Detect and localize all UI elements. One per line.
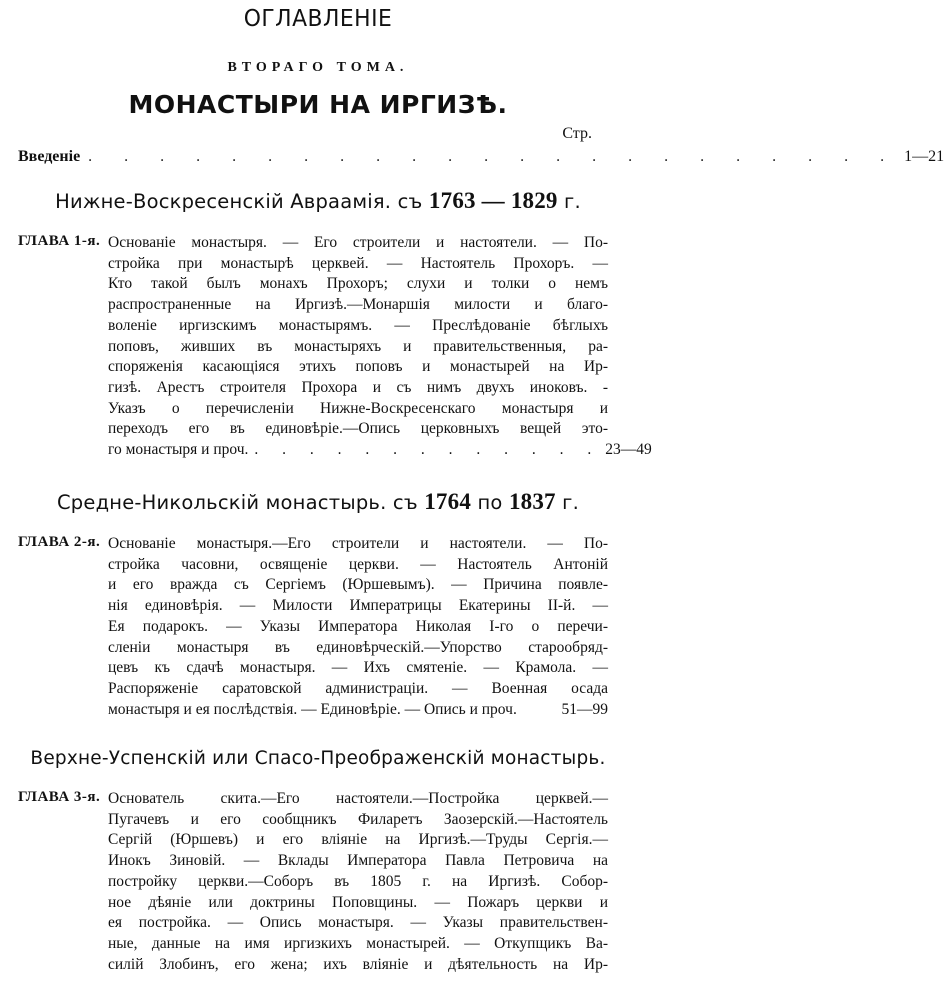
volume-title: МОНАСТЫРИ НА ИРГИЗѢ. (128, 90, 508, 119)
section-years-suffix: г. (562, 491, 580, 514)
summary-line: стройка часовни, освященіе церкви. — Настоятель Антоній (108, 555, 608, 573)
chapter-label: ГЛАВА 1-я. (18, 233, 101, 249)
chapter-summary (108, 789, 608, 975)
chapter-summary (108, 233, 652, 461)
page-column-label: Стр. (562, 125, 592, 142)
chapter-summary (108, 534, 608, 720)
leader-dots: . . . . . . . . . . . . . (254, 441, 602, 459)
summary-line: Указъ о перечисленіи Нижне-Воскресенскаго монастыря и (108, 399, 608, 417)
page-title: ОГЛАВЛЕНІЕ (243, 6, 393, 32)
summary-line: Ея подарокъ. — Указы Императора Николая I-го о перечи- (108, 617, 608, 635)
section-years-prefix: съ (392, 491, 418, 514)
summary-last-line (108, 700, 608, 721)
summary-line: Сергій (Юршевъ) и его вліяніе на Иргизѣ.—Труды Сергія.— (108, 831, 608, 849)
section-heading (0, 489, 636, 515)
chapter-label: ГЛАВА 3-я. (18, 789, 101, 805)
summary-line: Инокъ Зиновій. — Вклады Императора Павла Петровича на (108, 852, 608, 870)
volume-subtitle: ВТОРАГО ТОМА. (227, 60, 409, 75)
summary-line: гизѣ. Арестъ строителя Прохора и съ нимъ двухъ иноковъ. - (108, 378, 608, 396)
summary-line: го монастыря и проч. (108, 441, 249, 459)
summary-line: Пугачевъ и его сообщникъ Филаретъ Заозерскій.—Настоятель (108, 810, 608, 828)
toc-entry-introduction[interactable] (18, 148, 944, 172)
section-heading (0, 748, 636, 769)
section-years-prefix: съ (397, 190, 423, 213)
summary-line: поповъ, живших въ монастыряхъ и правительственныя, ра- (108, 337, 608, 355)
section-heading (0, 188, 636, 214)
summary-line: стройка при монастырѣ церквей. — Настоятель Прохоръ. — (108, 254, 608, 272)
summary-line: распространенные на Иргизѣ.—Монаршія милости и благо- (108, 296, 608, 314)
section-years-suffix: г. (564, 190, 581, 213)
summary-line: ные, данные на имя иргизкихъ монастырей. — Откупщикъ Ва- (108, 934, 608, 952)
summary-line: ея постройка. — Опись монастыря. — Указы правительствен- (108, 914, 608, 932)
section-years: 1763 — 1829 (428, 188, 558, 213)
section-title: Средне-Никольскій монастырь. (56, 491, 387, 514)
summary-line: и его вражда съ Сергіемъ (Юршевымъ). — Причина появле- (108, 576, 608, 594)
section-year-start: 1764 (424, 489, 472, 514)
summary-line: Основатель скита.—Его настоятели.—Постройка церквей.— (108, 790, 608, 807)
page-range: 23—49 (605, 441, 652, 459)
summary-line: монастыря и ея послѣдствія. — Единовѣріе. — Опись и проч. (108, 700, 517, 718)
summary-line: Основаніе монастыря. — Его строители и настоятели. — По- (108, 234, 608, 251)
summary-line: нія единовѣрія. — Милости Императрицы Екатерины II-й. — (108, 597, 608, 615)
summary-line: Кто такой былъ монахъ Прохоръ; слухи и толки о немъ (108, 275, 608, 293)
summary-line: споряженія касающіяся этихъ поповъ и монастырей на Ир- (108, 358, 608, 376)
section-years-mid: по (477, 491, 503, 514)
section-title: Нижне-Воскресенскій Авраамія. (55, 190, 392, 213)
summary-line: переходъ его въ единовѣріе.—Опись церковныхъ вещей это- (108, 420, 608, 438)
summary-line: постройку церкви.—Соборъ въ 1805 г. на Иргизѣ. Собор- (108, 872, 608, 890)
summary-line: Основаніе монастыря.—Его строители и настоятели. — По- (108, 535, 608, 552)
summary-line: сленіи монастыря въ единовѣрческій.—Упорство старообряд- (108, 638, 608, 656)
page-range: 1—21 (904, 148, 944, 165)
summary-line: воленіе иргизскимъ монастырямъ. — Преслѣдованіе бѣглыхъ (108, 316, 608, 334)
leader-dots: . . . . . . . . . . . . . . . . . . . . . . . (88, 148, 899, 165)
page-range: 51—99 (561, 700, 608, 718)
section-title: Верхне-Успенскій или Спасо-Преображенскій монастырь. (30, 748, 606, 769)
toc-entry-label: Введеніе (18, 148, 81, 165)
summary-last-line (108, 440, 652, 461)
summary-line: ное дѣяніе или доктрины Поповщины. — Пожаръ церкви и (108, 893, 608, 911)
section-year-end: 1837 (508, 489, 556, 514)
summary-line: цевъ къ сдачѣ монастыря. — Ихъ смятеніе. — Крамола. — (108, 659, 608, 677)
chapter-label: ГЛАВА 2-я. (18, 534, 101, 550)
summary-line: Распоряженіе саратовской администраціи. — Военная осада (108, 679, 608, 697)
summary-line: силій Злобинъ, его жена; ихъ вліяніе и дѣятельность на Ир- (108, 955, 608, 973)
